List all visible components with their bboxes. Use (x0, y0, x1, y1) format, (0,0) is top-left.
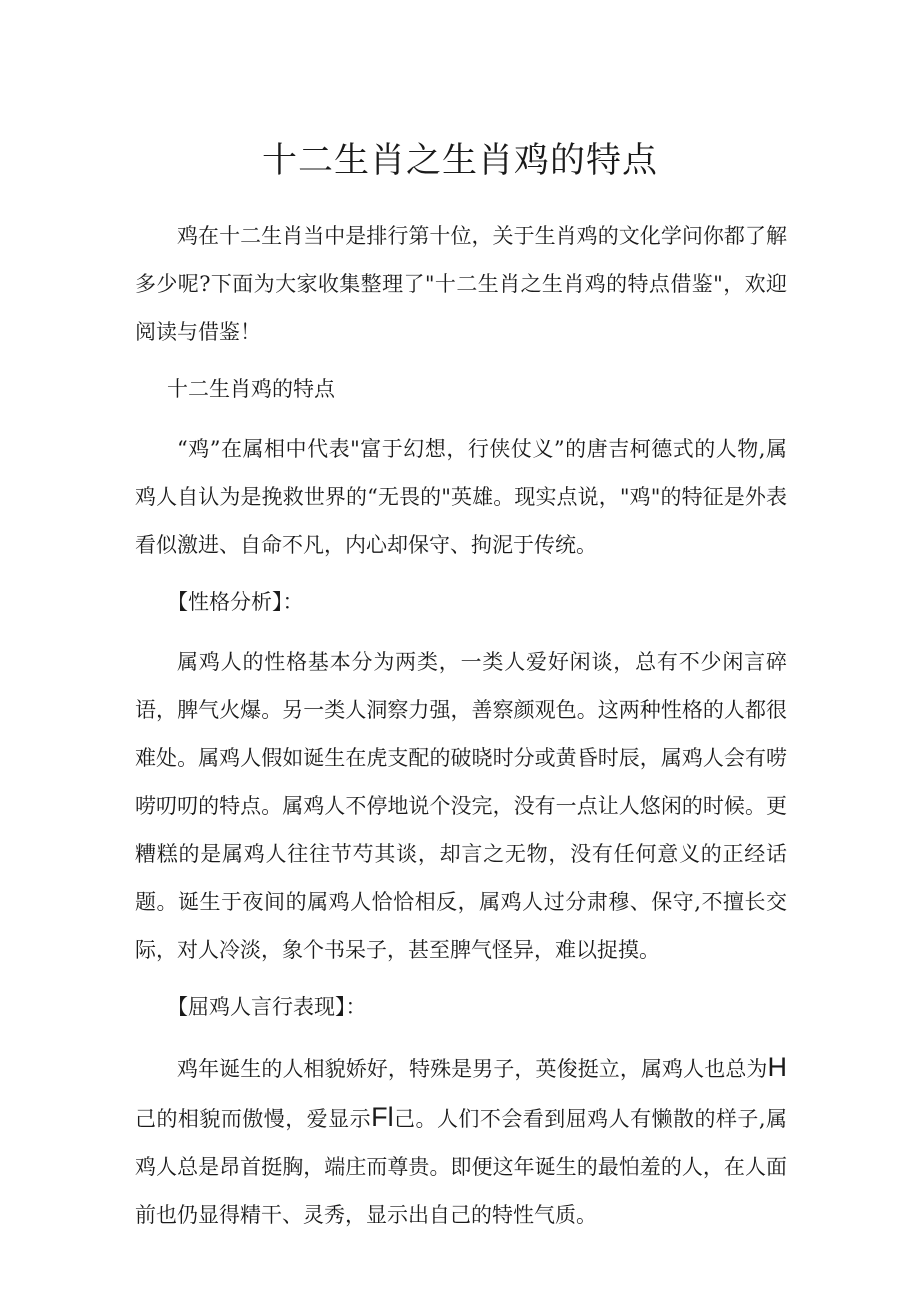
personality-paragraph: 属鸡人的性格基本分为两类，一类人爱好闲谈，总有不少闲言碎语，脾气火爆。另一类人洞察力强，善察颜观色。这两种性格的人都很难处。属鸡人假如诞生在虎支配的破晓时分或黄昏时辰，属鸡人会有唠唠叨叨的特点。属鸡人不停地说个没完，没有一点让人悠闲的时候。更糟糕的是属鸡人往往节芍其谈，却言之无物，没有任何意义的正经话题。诞生于夜间的属鸡人恰恰相反，属鸡人过分肃穆、保守,不擅长交际，对人冷淡，象个书呆子，甚至脾气怪异，难以捉摸。 (135, 650, 787, 962)
intro-paragraph: 鸡在十二生肖当中是排行第十位，关于生肖鸡的文化学问你都了解多少呢?下面为大家收集整理了"十二生肖之生肖鸡的特点借鉴"，欢迎阅读与借鉴！ (135, 224, 787, 344)
behavior-heading: 【屈鸡人言行表现】： (167, 995, 367, 1019)
personality-heading: 【性格分析】： (167, 590, 304, 614)
behavior-text-2: 己的相貌而傲慢，爱显示 (135, 1107, 372, 1131)
page-title: 十二生肖之生肖鸡的特点 (261, 141, 658, 181)
document-body (135, 212, 787, 1251)
section-heading: 十二生肖鸡的特点 (167, 377, 335, 401)
section-paragraph: “鸡”在属相中代表"富于幻想，行侠仗义”的唐吉柯德式的人物,属鸡人自认为是挽救世界的“无畏的"英雄。现实点说，"鸡"的特征是外表看似激进、自命不凡，内心却保守、拘泥于传统。 (135, 437, 787, 557)
behavior-text-3: 己。人们不会看到屈鸡人有懒散的样子,属鸡人总是昂首挺胸，端庄而尊贵。即便这年诞生的最怕羞的人，在人面前也仍显得精干、灵秀，显示出自己的特性气质。 (135, 1107, 787, 1227)
ocr-artifact-fl: Fl (371, 1102, 394, 1132)
ocr-artifact-h: H (767, 1052, 787, 1082)
behavior-text-1: 鸡年诞生的人相貌娇好，特殊是男子，英俊挺立，属鸡人也总为 (177, 1057, 768, 1081)
behavior-paragraph (135, 1043, 787, 1239)
